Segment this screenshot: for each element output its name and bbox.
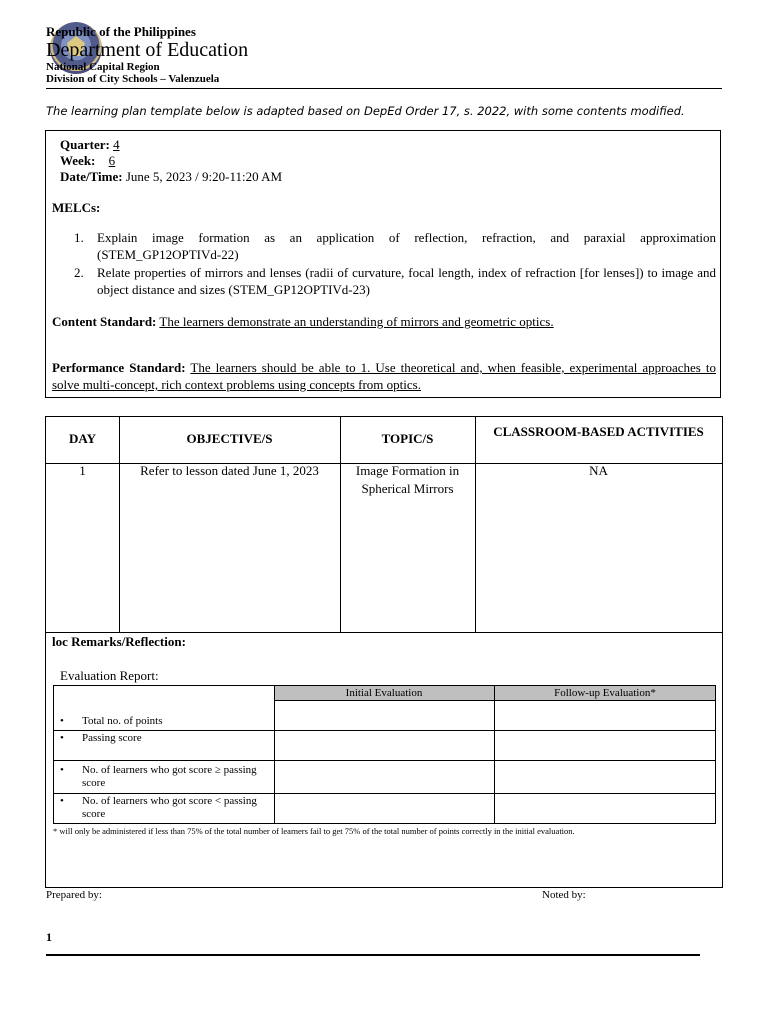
- week-line: [60, 153, 115, 169]
- table-rule: [475, 417, 476, 632]
- prepared-by-label: Prepared by:: [46, 889, 102, 901]
- footer-divider: [46, 954, 700, 956]
- melc-item: 2. Relate properties of mirrors and lenses (radii of curvature, focal length, index of refraction [for lenses]) to image and object distance and sizes (STEM_GP12OPTIVd-23): [74, 265, 716, 297]
- table-rule: [494, 686, 495, 823]
- cell-activities: NA: [589, 463, 608, 478]
- quarter-line: [60, 137, 120, 153]
- template-note: The learning plan template below is adapted based on DepEd Order 17, s. 2022, with some contents modified.: [46, 104, 685, 118]
- content-standard-label: Content Standard:: [52, 314, 157, 329]
- performance-standard-label: Performance Standard:: [52, 360, 186, 375]
- noted-by-label: Noted by:: [542, 889, 586, 901]
- table-rule: [54, 730, 715, 731]
- week-value: 6: [108, 153, 116, 168]
- lesson-info-box: [45, 130, 721, 398]
- performance-standard: [52, 359, 716, 393]
- quarter-label: Quarter:: [60, 137, 110, 152]
- header-divider: [46, 88, 722, 89]
- melc-text: Relate properties of mirrors and lenses (radii of curvature, focal length, index of refraction [for lenses]) to image and object distance and sizes (STEM_GP12OPTIVd-23): [97, 265, 716, 297]
- col-header-topics: TOPIC/S: [381, 431, 434, 446]
- cell-day: 1: [79, 463, 86, 478]
- bullet-icon: •: [60, 764, 64, 776]
- melc-item: 1. Explain image formation as an application of reflection, refraction, and paraxial approximation (STEM_GP12OPTIVd-22): [74, 230, 716, 262]
- datetime-label: Date/Time:: [60, 169, 123, 184]
- header-republic: Republic of the Philippines: [46, 24, 196, 39]
- eval-row-total-points: • Total no. of points: [60, 715, 163, 727]
- page-number: 1: [46, 930, 52, 944]
- bullet-icon: •: [60, 732, 64, 744]
- quarter-value: 4: [113, 137, 120, 152]
- melc-text: Explain image formation as an application of reflection, refraction, and paraxial approximation (STEM_GP12OPTIVd-22): [97, 230, 716, 262]
- remarks-label: loc Remarks/Reflection:: [52, 634, 186, 649]
- table-rule: [46, 632, 722, 633]
- evaluation-report-title: Evaluation Report:: [60, 668, 159, 683]
- table-rule: [340, 417, 341, 632]
- table-rule: [274, 686, 275, 823]
- bullet-icon: •: [60, 715, 64, 727]
- header-department: Department of Education: [46, 39, 249, 61]
- datetime-value: June 5, 2023 / 9:20-11:20 AM: [125, 169, 283, 184]
- performance-standard-value: The learners should be able to 1. Use theoretical and, when feasible, experimental approaches to solve multi-concept, rich context problems using concepts from optics.: [52, 360, 717, 392]
- eval-header-initial: Initial Evaluation: [274, 686, 494, 701]
- eval-row-at-or-above: • No. of learners who got score ≥ passing score: [60, 764, 257, 789]
- evaluation-table: [53, 685, 716, 824]
- col-header-objectives: OBJECTIVE/S: [186, 431, 273, 446]
- table-rule: [54, 793, 715, 794]
- content-standard-value: The learners demonstrate an understanding of mirrors and geometric optics.: [159, 314, 554, 329]
- evaluation-footnote: * will only be administered if less than 75% of the total number of learners fail to get 75% of the total number of points correctly in the initial evaluation.: [53, 826, 575, 836]
- eval-header-followup: Follow-up Evaluation*: [495, 686, 715, 701]
- col-header-day: DAY: [69, 431, 96, 446]
- datetime-line: [60, 169, 282, 185]
- melcs-list: [52, 229, 716, 299]
- col-header-activities: CLASSROOM-BASED ACTIVITIES: [493, 424, 704, 439]
- content-standard: [52, 314, 716, 330]
- melcs-label: MELCs:: [52, 200, 101, 215]
- week-label: Week:: [60, 153, 96, 168]
- header-region: National Capital Region: [46, 61, 160, 73]
- eval-row-below: • No. of learners who got score < passing score: [60, 795, 257, 820]
- table-rule: [54, 760, 715, 761]
- header-division: Division of City Schools – Valenzuela: [46, 73, 220, 85]
- bullet-icon: •: [60, 795, 64, 807]
- table-rule: [119, 417, 120, 632]
- eval-row-passing-score: • Passing score: [60, 732, 142, 744]
- cell-topic: Image Formation in Spherical Mirrors: [355, 463, 460, 496]
- cell-objective: Refer to lesson dated June 1, 2023: [140, 463, 319, 478]
